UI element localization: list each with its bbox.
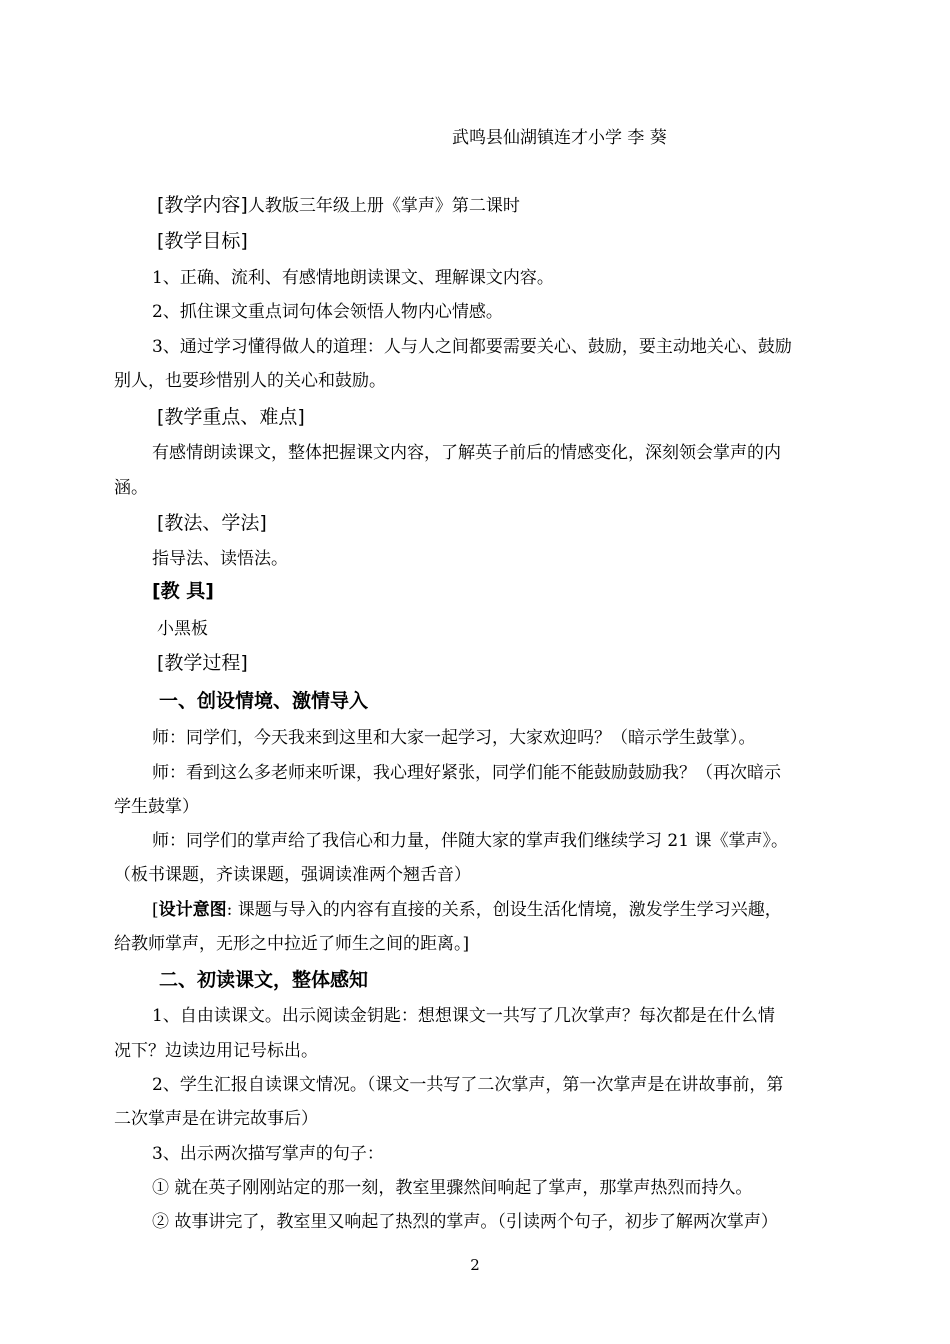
objectives-heading: [教学目标]	[157, 230, 248, 252]
key-points-heading: [教学重点、难点]	[157, 406, 305, 428]
section-2-paragraph-1-line-1: 1、自由读课文。出示阅读金钥匙：想想课文一共写了几次掌声？每次都是在什么情	[152, 1006, 775, 1026]
objective-item-2: 2、抓住课文重点词句体会领悟人物内心情感。	[152, 302, 503, 322]
objective-item-1: 1、正确、流利、有感情地朗读课文、理解课文内容。	[152, 268, 554, 288]
objective-item-3-line-1: 3、通过学习懂得做人的道理：人与人之间都要需要关心、鼓励，要主动地关心、鼓励	[152, 337, 792, 357]
sentence-1: ① 就在英子刚刚站定的那一刻，教室里骤然间响起了掌声，那掌声热烈而持久。	[152, 1178, 753, 1198]
tools-heading: [教 具]	[152, 580, 214, 602]
design-intent-line-1	[152, 898, 782, 922]
methods-heading: [教法、学法]	[157, 512, 267, 534]
section-1-paragraph-3-line-1: 师：同学们的掌声给了我信心和力量，伴随大家的掌声我们继续学习 21 课《掌声》。	[152, 831, 788, 851]
section-1-paragraph-1: 师：同学们，今天我来到这里和大家一起学习，大家欢迎吗？（暗示学生鼓掌）。	[152, 728, 756, 748]
process-heading: [教学过程]	[157, 652, 248, 674]
section-1-paragraph-2-line-1: 师：看到这么多老师来听课，我心理好紧张，同学们能不能鼓励鼓励我？（再次暗示	[152, 763, 781, 783]
methods-text: 指导法、读悟法。	[152, 549, 288, 569]
author-line: 武鸣县仙湖镇连才小学 李 葵	[452, 128, 667, 148]
page-number: 2	[470, 1256, 480, 1274]
objective-item-3-line-2: 别人，也要珍惜别人的关心和鼓励。	[114, 371, 386, 391]
section-1-paragraph-3-line-2: （板书课题，齐读课题，强调读准两个翘舌音）	[114, 865, 471, 885]
section-2-heading: 二、初读课文，整体感知	[159, 969, 369, 991]
teaching-content-text: 人教版三年级上册《掌声》第二课时	[247, 196, 520, 216]
section-1-heading: 一、创设情境、激情导入	[159, 690, 369, 712]
section-2-paragraph-2-line-1: 2、学生汇报自读课文情况。（课文一共写了二次掌声，第一次掌声是在讲故事前，第	[152, 1075, 784, 1095]
design-intent-open-bracket: [	[152, 900, 159, 920]
section-2-paragraph-3: 3、出示两次描写掌声的句子：	[152, 1144, 384, 1164]
design-intent-label: 设计意图	[158, 900, 227, 920]
teaching-content	[157, 193, 520, 218]
teaching-content-label: [教学内容]	[157, 194, 248, 216]
section-2-paragraph-2-line-2: 二次掌声是在讲完故事后）	[114, 1109, 318, 1129]
tools-text: 小黑板	[157, 619, 208, 639]
design-intent-line-2: 给教师掌声，无形之中拉近了师生之间的距离。]	[114, 934, 470, 954]
design-intent-text: : 课题与导入的内容有直接的关系，创设生活化情境，激发学生学习兴趣，	[226, 900, 782, 920]
section-1-paragraph-2-line-2: 学生鼓掌）	[114, 797, 199, 817]
key-points-line-2: 涵。	[114, 478, 148, 498]
key-points-line-1: 有感情朗读课文，整体把握课文内容，了解英子前后的情感变化，深刻领会掌声的内	[152, 443, 781, 463]
sentence-2: ② 故事讲完了，教室里又响起了热烈的掌声。（引读两个句子，初步了解两次掌声）	[152, 1212, 778, 1232]
section-2-paragraph-1-line-2: 况下？边读边用记号标出。	[114, 1041, 318, 1061]
